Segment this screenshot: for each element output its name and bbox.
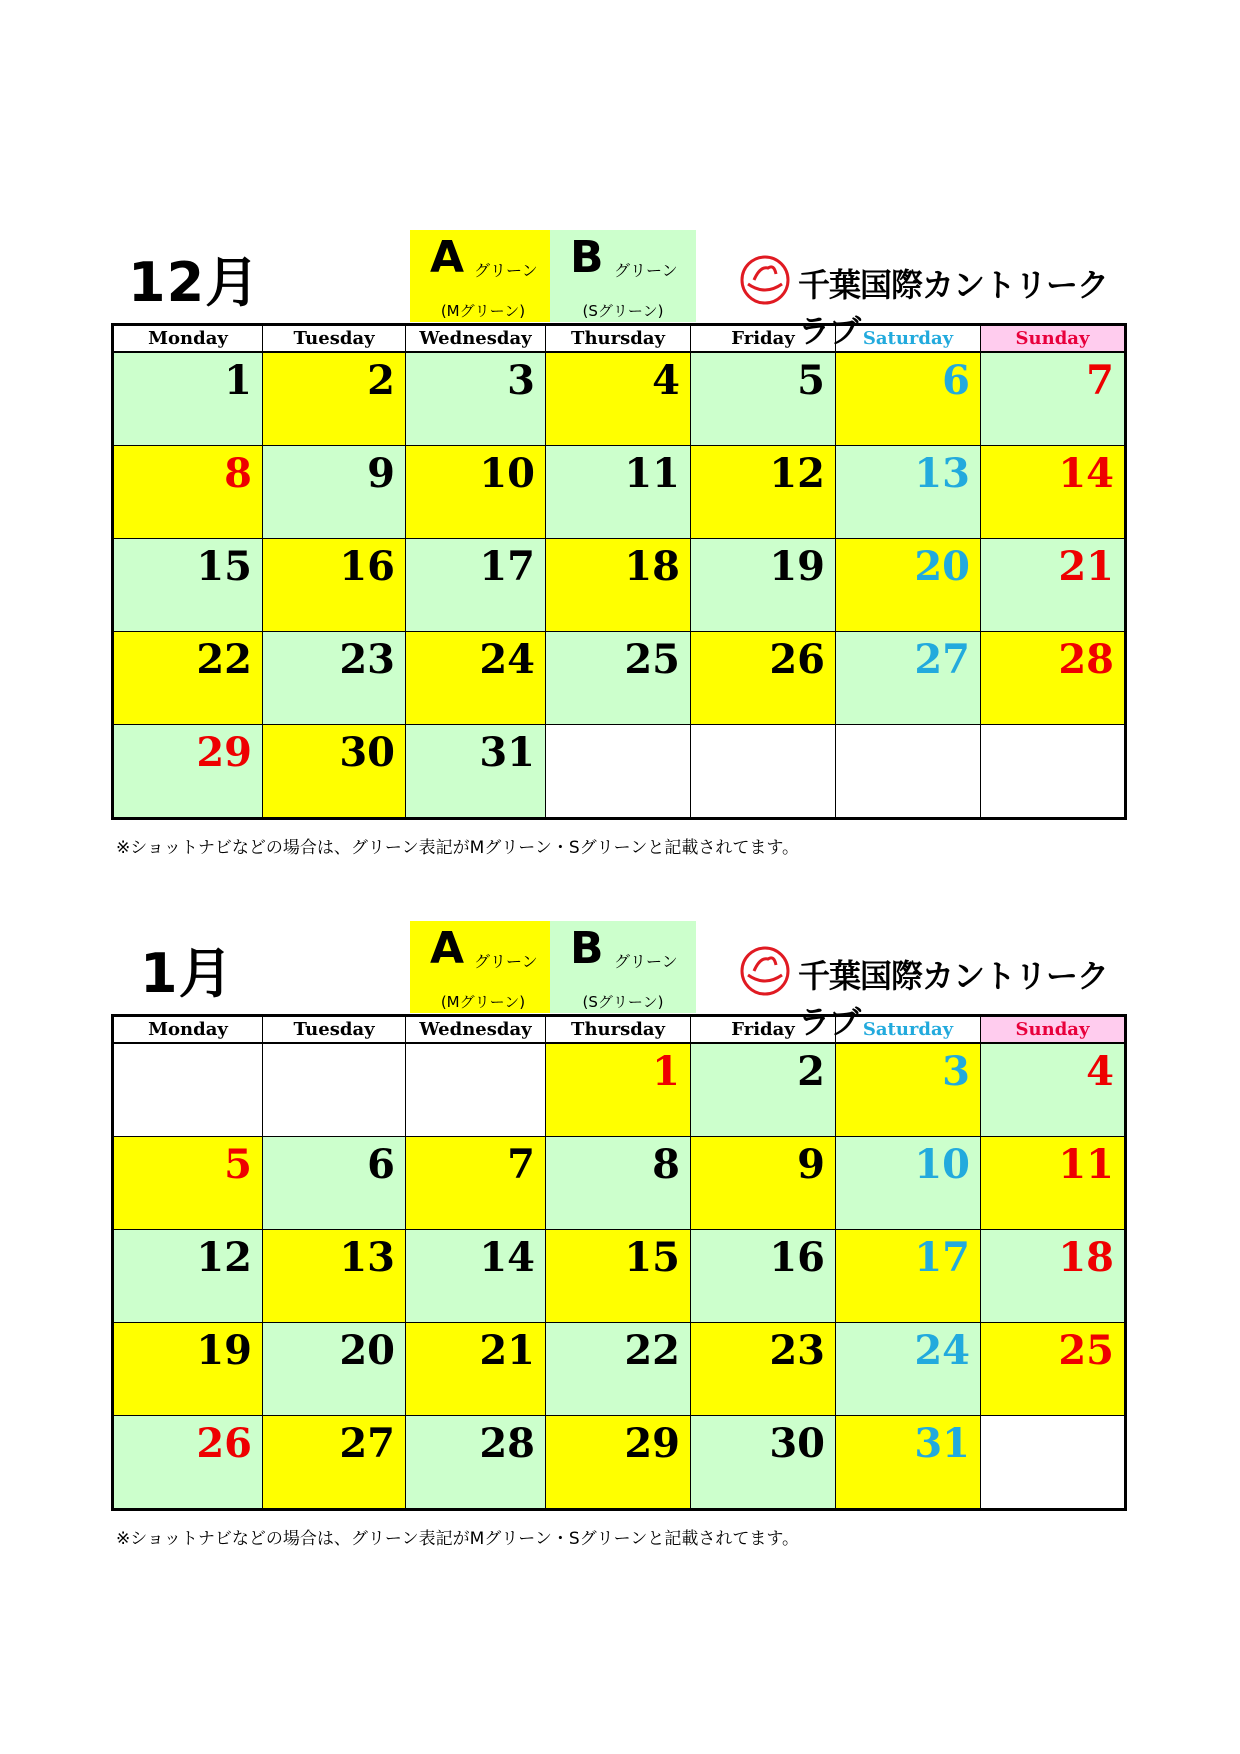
day-cell xyxy=(113,352,263,446)
day-number xyxy=(546,725,690,731)
day-cell xyxy=(981,446,1126,539)
day-cell xyxy=(546,1323,691,1416)
day-cell xyxy=(113,1323,263,1416)
legend-a-sub: (Mグリーン) xyxy=(440,302,526,320)
legend-b-letter: B xyxy=(570,232,604,283)
day-cell xyxy=(406,539,546,632)
day-number: 6 xyxy=(367,1141,395,1188)
day-number: 19 xyxy=(196,1327,252,1374)
day-cell xyxy=(546,1416,691,1510)
day-cell xyxy=(691,352,836,446)
day-cell xyxy=(691,725,836,819)
legend-a-letter: A xyxy=(430,923,465,974)
weekday-friday: Friday xyxy=(691,1016,836,1044)
day-number: 24 xyxy=(914,1327,970,1374)
weekday-header xyxy=(113,1016,1126,1044)
day-cell xyxy=(836,1043,981,1137)
weekday-friday: Friday xyxy=(691,325,836,353)
weekday-sunday: Sunday xyxy=(981,1016,1126,1044)
day-number: 16 xyxy=(339,543,395,590)
day-number: 2 xyxy=(367,357,395,404)
day-cell xyxy=(406,1230,546,1323)
day-number: 14 xyxy=(479,1234,535,1281)
day-cell xyxy=(113,1230,263,1323)
day-cell xyxy=(691,539,836,632)
week-row xyxy=(113,725,1126,819)
day-number: 9 xyxy=(797,1141,825,1188)
day-number: 21 xyxy=(1058,543,1114,590)
legend-b-label: グリーン xyxy=(614,261,678,280)
day-cell xyxy=(406,1137,546,1230)
day-number: 20 xyxy=(339,1327,395,1374)
day-number: 23 xyxy=(339,636,395,683)
day-cell xyxy=(263,1230,406,1323)
day-number: 12 xyxy=(196,1234,252,1281)
day-cell xyxy=(113,446,263,539)
day-number: 18 xyxy=(1058,1234,1114,1281)
day-cell xyxy=(546,539,691,632)
legend-a-green xyxy=(410,230,556,322)
day-number: 21 xyxy=(479,1327,535,1374)
day-number: 19 xyxy=(769,543,825,590)
day-number: 12 xyxy=(769,450,825,497)
day-number: 10 xyxy=(479,450,535,497)
day-cell xyxy=(406,632,546,725)
day-number xyxy=(691,725,835,731)
day-number xyxy=(263,1044,405,1050)
day-cell xyxy=(546,446,691,539)
calendar-december xyxy=(0,230,1240,880)
day-number: 8 xyxy=(224,450,252,497)
day-cell xyxy=(406,1416,546,1510)
day-cell xyxy=(546,632,691,725)
day-number: 7 xyxy=(1086,357,1114,404)
calendar-body xyxy=(113,352,1126,819)
day-number: 16 xyxy=(769,1234,825,1281)
day-number: 3 xyxy=(942,1048,970,1095)
day-number xyxy=(406,1044,545,1050)
footnote: ※ショットナビなどの場合は、グリーン表記がMグリーン・Sグリーンと記載されてます。 xyxy=(116,838,799,858)
day-number: 7 xyxy=(507,1141,535,1188)
club-name: 千葉国際カントリークラブ xyxy=(798,957,1109,1041)
calendar-january xyxy=(0,921,1240,1571)
weekday-wednesday: Wednesday xyxy=(406,1016,546,1044)
day-cell xyxy=(981,539,1126,632)
legend-b-sub: (Sグリーン) xyxy=(582,302,664,320)
day-number: 15 xyxy=(196,543,252,590)
day-cell xyxy=(836,539,981,632)
day-number: 28 xyxy=(1058,636,1114,683)
day-number: 11 xyxy=(1058,1141,1114,1188)
day-number: 1 xyxy=(224,357,252,404)
day-cell xyxy=(836,1137,981,1230)
day-number: 22 xyxy=(196,636,252,683)
rabbit-logo-icon xyxy=(738,250,792,310)
day-number: 13 xyxy=(339,1234,395,1281)
day-cell xyxy=(691,1416,836,1510)
day-cell xyxy=(406,725,546,819)
day-cell xyxy=(691,632,836,725)
day-cell xyxy=(263,1137,406,1230)
week-row xyxy=(113,1230,1126,1323)
calendar-body xyxy=(113,1043,1126,1510)
weekday-tuesday: Tuesday xyxy=(263,325,406,353)
day-cell xyxy=(691,1137,836,1230)
week-row xyxy=(113,1323,1126,1416)
day-number xyxy=(114,1044,262,1050)
day-cell xyxy=(836,632,981,725)
day-cell xyxy=(691,446,836,539)
day-cell xyxy=(981,1416,1126,1510)
day-number: 29 xyxy=(624,1420,680,1467)
day-cell xyxy=(546,352,691,446)
day-number: 22 xyxy=(624,1327,680,1374)
weekday-monday: Monday xyxy=(113,1016,263,1044)
day-number: 14 xyxy=(1058,450,1114,497)
day-cell xyxy=(836,725,981,819)
day-cell xyxy=(691,1323,836,1416)
day-number: 31 xyxy=(914,1420,970,1467)
legend-b-letter: B xyxy=(570,923,604,974)
day-cell xyxy=(836,1416,981,1510)
day-cell xyxy=(263,725,406,819)
day-cell xyxy=(981,1323,1126,1416)
day-number: 17 xyxy=(479,543,535,590)
day-number: 25 xyxy=(1058,1327,1114,1374)
day-number: 2 xyxy=(797,1048,825,1095)
day-cell xyxy=(113,632,263,725)
day-number: 24 xyxy=(479,636,535,683)
day-cell xyxy=(263,1043,406,1137)
weekday-thursday: Thursday xyxy=(546,1016,691,1044)
day-cell xyxy=(406,352,546,446)
day-cell xyxy=(981,1230,1126,1323)
day-number: 1 xyxy=(652,1048,680,1095)
weekday-saturday: Saturday xyxy=(836,1016,981,1044)
day-number: 11 xyxy=(624,450,680,497)
day-number xyxy=(836,725,980,731)
day-number: 20 xyxy=(914,543,970,590)
day-cell xyxy=(981,352,1126,446)
week-row xyxy=(113,1043,1126,1137)
day-number: 15 xyxy=(624,1234,680,1281)
legend-a-label: グリーン xyxy=(474,261,538,280)
weekday-saturday: Saturday xyxy=(836,325,981,353)
day-cell xyxy=(406,1323,546,1416)
day-cell xyxy=(691,1230,836,1323)
week-row xyxy=(113,1137,1126,1230)
day-cell xyxy=(113,725,263,819)
day-number: 31 xyxy=(479,729,535,776)
day-number: 30 xyxy=(769,1420,825,1467)
day-number: 17 xyxy=(914,1234,970,1281)
legend-b-sub: (Sグリーン) xyxy=(582,993,664,1011)
weekday-thursday: Thursday xyxy=(546,325,691,353)
day-cell xyxy=(836,1230,981,1323)
day-number xyxy=(981,725,1124,731)
weekday-tuesday: Tuesday xyxy=(263,1016,406,1044)
day-cell xyxy=(981,632,1126,725)
day-cell xyxy=(981,725,1126,819)
day-number: 5 xyxy=(797,357,825,404)
week-row xyxy=(113,446,1126,539)
month-title: 1月 xyxy=(140,942,234,1005)
day-number: 23 xyxy=(769,1327,825,1374)
day-cell xyxy=(113,1043,263,1137)
legend-b-green xyxy=(550,230,696,322)
legend-a-green xyxy=(410,921,556,1013)
club-name: 千葉国際カントリークラブ xyxy=(798,266,1109,350)
day-number: 28 xyxy=(479,1420,535,1467)
week-row xyxy=(113,1416,1126,1510)
day-number: 26 xyxy=(769,636,825,683)
legend-a-label: グリーン xyxy=(474,952,538,971)
legend-a-sub: (Mグリーン) xyxy=(440,993,526,1011)
weekday-wednesday: Wednesday xyxy=(406,325,546,353)
day-number: 4 xyxy=(652,357,680,404)
footnote: ※ショットナビなどの場合は、グリーン表記がMグリーン・Sグリーンと記載されてます。 xyxy=(116,1529,799,1549)
day-number: 3 xyxy=(507,357,535,404)
day-number: 8 xyxy=(652,1141,680,1188)
day-cell xyxy=(836,352,981,446)
calendar-grid xyxy=(111,323,1127,820)
day-cell xyxy=(546,725,691,819)
rabbit-logo-icon xyxy=(738,941,792,1001)
day-cell xyxy=(406,1043,546,1137)
day-number: 6 xyxy=(942,357,970,404)
day-number: 10 xyxy=(914,1141,970,1188)
week-row xyxy=(113,352,1126,446)
day-number: 5 xyxy=(224,1141,252,1188)
weekday-header xyxy=(113,325,1126,353)
day-number: 27 xyxy=(914,636,970,683)
day-number: 29 xyxy=(196,729,252,776)
day-number xyxy=(981,1416,1124,1422)
day-cell xyxy=(263,1416,406,1510)
day-cell xyxy=(263,1323,406,1416)
day-cell xyxy=(263,632,406,725)
day-cell xyxy=(691,1043,836,1137)
day-cell xyxy=(113,1416,263,1510)
day-cell xyxy=(113,539,263,632)
day-cell xyxy=(836,1323,981,1416)
legend-b-green xyxy=(550,921,696,1013)
day-number: 9 xyxy=(367,450,395,497)
day-number: 30 xyxy=(339,729,395,776)
day-cell xyxy=(406,446,546,539)
month-title: 12月 xyxy=(128,251,261,314)
day-cell xyxy=(981,1137,1126,1230)
legend-a-letter: A xyxy=(430,232,465,283)
weekday-monday: Monday xyxy=(113,325,263,353)
day-cell xyxy=(263,446,406,539)
day-cell xyxy=(836,446,981,539)
day-number: 25 xyxy=(624,636,680,683)
week-row xyxy=(113,632,1126,725)
day-number: 18 xyxy=(624,543,680,590)
weekday-sunday: Sunday xyxy=(981,325,1126,353)
day-number: 26 xyxy=(196,1420,252,1467)
day-cell xyxy=(113,1137,263,1230)
day-cell xyxy=(546,1230,691,1323)
day-cell xyxy=(546,1043,691,1137)
day-cell xyxy=(546,1137,691,1230)
day-number: 27 xyxy=(339,1420,395,1467)
calendar-grid xyxy=(111,1014,1127,1511)
day-number: 4 xyxy=(1086,1048,1114,1095)
day-cell xyxy=(981,1043,1126,1137)
legend-b-label: グリーン xyxy=(614,952,678,971)
day-cell xyxy=(263,539,406,632)
day-number: 13 xyxy=(914,450,970,497)
week-row xyxy=(113,539,1126,632)
day-cell xyxy=(263,352,406,446)
